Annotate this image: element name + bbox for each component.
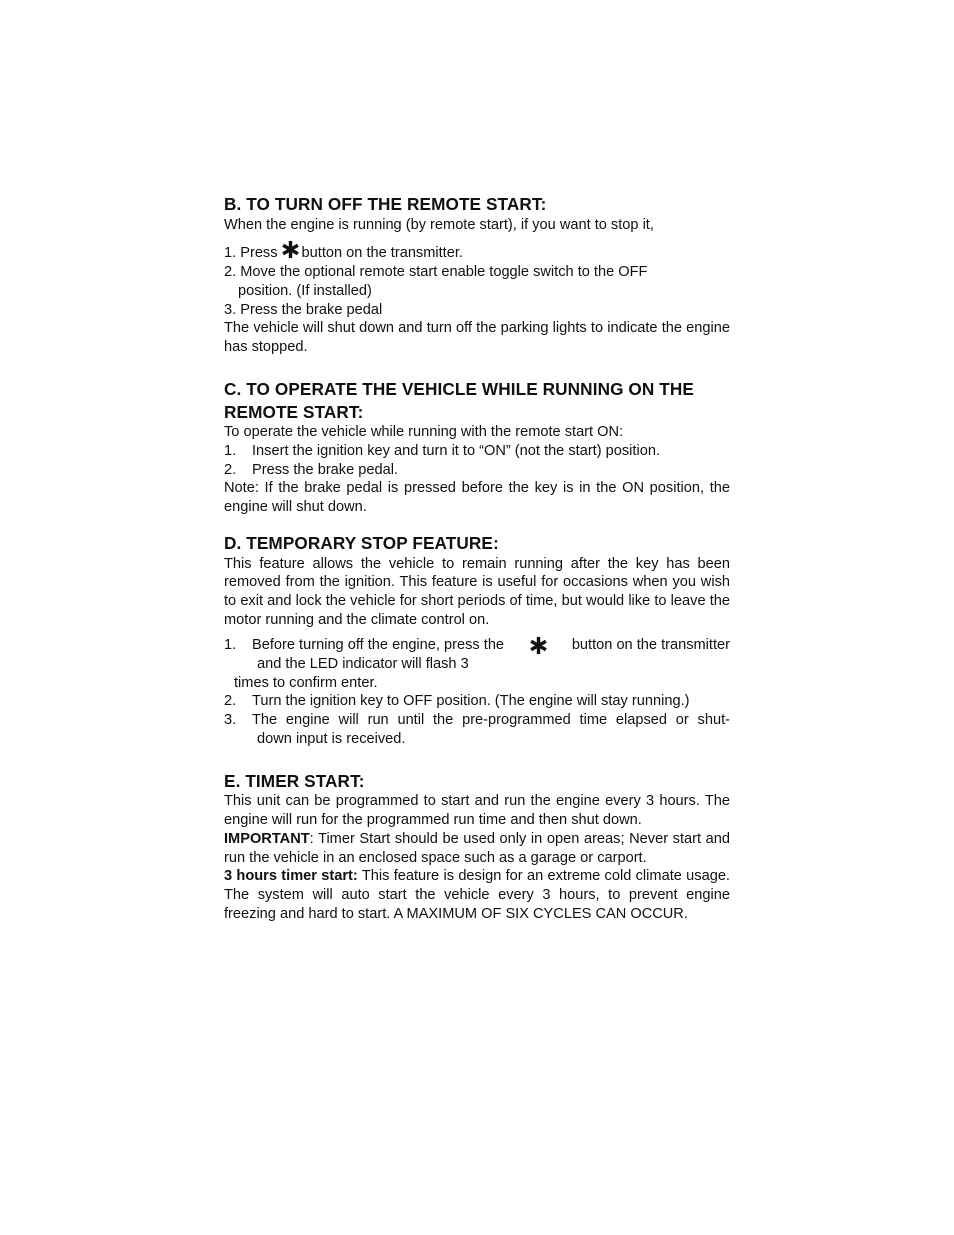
section-b-step-2-cont: position. (If installed) [238, 282, 372, 299]
section-b-step-2: 2. Move the optional remote start enable toggle switch to the OFF [224, 264, 648, 281]
section-c-step-2: 2. Press the brake pedal. [224, 461, 399, 478]
section-e-timer: 3 hours timer start: This feature is design for an extreme cold climate usage. The system will auto start the vehicle every 3 hours, to prevent engine freezing and hard to start. A MAXIMUM OF SIX CYCLES CAN OCCUR. [224, 868, 730, 923]
section-c-intro: To operate the vehicle while running with the remote start ON: [224, 424, 624, 441]
section-b-closing: The vehicle will shut down and turn off the parking lights to indicate the engine has stopped. [224, 320, 730, 356]
manual-page [224, 193, 730, 924]
section-e-important: IMPORTANT: Timer Start should be used only in open areas; Never start and run the vehicle in an enclosed space such as a garage or carport. [224, 830, 730, 866]
section-b-intro: When the engine is running (by remote start), if you want to stop it, [224, 216, 654, 233]
section-b-heading: B. TO TURN OFF THE REMOTE START: [224, 194, 547, 214]
section-d-intro: This feature allows the vehicle to remain running after the key has been removed from the ignition. This feature is useful for occasions when you wish to exit and lock the vehicle for short periods of time, but would like to leave the motor running and the climate control on. [224, 555, 730, 628]
section-b-step-3: 3. Press the brake pedal [224, 301, 383, 318]
section-d-step-1-cont: and the LED indicator will flash 3 [257, 655, 469, 672]
section-e-heading: E. TIMER START: [224, 770, 365, 791]
section-e-intro: This unit can be programmed to start and run the engine every 3 hours. The engine will run for the programmed run time and then shut down. [224, 793, 730, 829]
section-d-step-1-cont2: times to confirm enter. [234, 674, 378, 691]
asterisk-icon [529, 636, 548, 655]
section-c-step-1: 1. Insert the ignition key and turn it to “ON” (not the start) position. [224, 442, 661, 459]
section-b-step-1-pre: 1. Press [224, 245, 278, 262]
section-d-step-3: 3. The engine will run until the pre-programmed time elapsed or shut- [224, 712, 730, 729]
section-d-step-2: 2. Turn the ignition key to OFF position. (The engine will stay running.) [224, 693, 690, 710]
section-d-step-1: 1. Before turning off the engine, press the button on the transmitter [224, 636, 730, 653]
section-b-step-1 [224, 240, 730, 263]
section-c-note: Note: If the brake pedal is pressed before the key is in the ON position, the engine will shut down. [224, 480, 730, 516]
section-b-step-1-post: button on the transmitter. [301, 245, 463, 262]
section-d-heading: D. TEMPORARY STOP FEATURE: [224, 533, 499, 554]
section-c-heading: C. TO OPERATE THE VEHICLE WHILE RUNNING ON THE REMOTE START: [224, 379, 694, 422]
section-d-step-3-cont: down input is received. [257, 730, 406, 747]
asterisk-icon [281, 240, 300, 259]
